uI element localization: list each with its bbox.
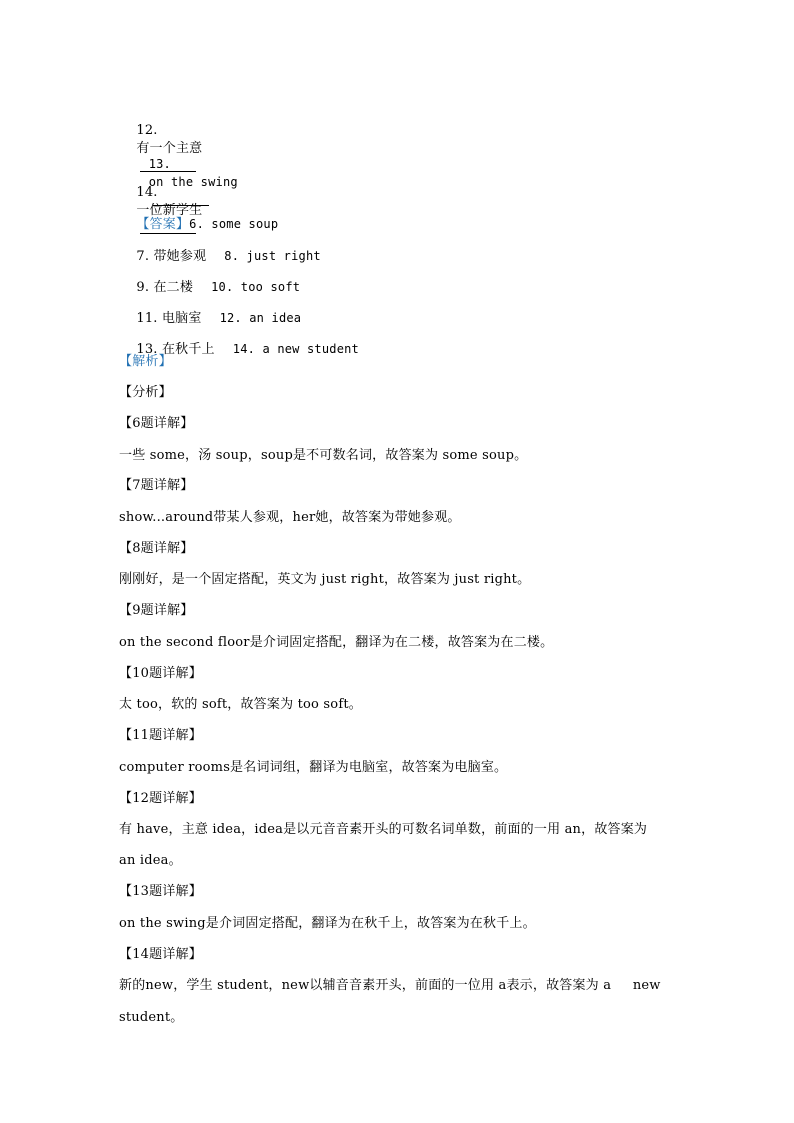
detail-heading: 【10题详解】: [119, 666, 202, 681]
detail-heading: 【7题详解】: [119, 478, 194, 493]
detail-heading: 【8题详解】: [119, 541, 194, 556]
question-text: 有一个主意: [136, 141, 203, 156]
answer-item: 11. 电脑室: [136, 311, 202, 326]
detail-text: 有 have，主意 idea，idea是以元音音素开头的可数名词单数，前面的一用 an，故答案为: [119, 822, 648, 837]
detail-text: student。: [119, 1010, 184, 1025]
analysis-subheading: 【分析】: [119, 385, 172, 400]
answer-item: 14. a new student: [232, 342, 359, 356]
detail-heading: 【12题详解】: [119, 791, 202, 806]
detail-heading: 【14题详解】: [119, 947, 202, 962]
answer-item: 10. too soft: [211, 280, 301, 294]
answer-item: 7. 带她参观: [136, 249, 207, 264]
detail-text: 太 too，软的 soft，故答案为 too soft。: [119, 697, 362, 712]
question-number: 12.: [136, 123, 158, 138]
detail-text: 新的new，学生 student，new以辅音音素开头，前面的一位用 a表示，故答案为 a new: [119, 978, 661, 993]
detail-text: an idea。: [119, 853, 182, 868]
detail-text: on the second floor是介词固定搭配，翻译为在二楼，故答案为在二楼。: [119, 635, 554, 650]
detail-heading: 【11题详解】: [119, 728, 202, 743]
detail-text: 刚刚好，是一个固定搭配，英文为 just right，故答案为 just right。: [119, 572, 531, 587]
detail-heading: 【13题详解】: [119, 884, 202, 899]
detail-text: 一些 some，汤 soup，soup是不可数名词，故答案为 some soup。: [119, 448, 528, 463]
answer-item: 13. 在秋千上: [136, 342, 215, 357]
detail-text: on the swing是介词固定搭配，翻译为在秋千上，故答案为在秋千上。: [119, 916, 536, 931]
question-text: on the swing: [148, 175, 238, 189]
detail-text: show...around带某人参观，her她，故答案为带她参观。: [119, 510, 461, 525]
question-text: 一位新学生: [136, 203, 203, 218]
detail-heading: 【9题详解】: [119, 603, 194, 618]
answer-item: 6. some soup: [189, 217, 279, 231]
answer-tag: 【答案】: [136, 217, 190, 232]
answer-item: 12. an idea: [219, 311, 302, 325]
answer-item: 8. just right: [224, 249, 321, 263]
question-number: 14.: [136, 185, 158, 200]
question-number: 13.: [148, 157, 171, 171]
detail-text: computer rooms是名词词组，翻译为电脑室，故答案为电脑室。: [119, 760, 508, 775]
detail-heading: 【6题详解】: [119, 416, 194, 431]
answer-item: 9. 在二楼: [136, 280, 194, 295]
analysis-tag: 【解析】: [119, 354, 172, 369]
